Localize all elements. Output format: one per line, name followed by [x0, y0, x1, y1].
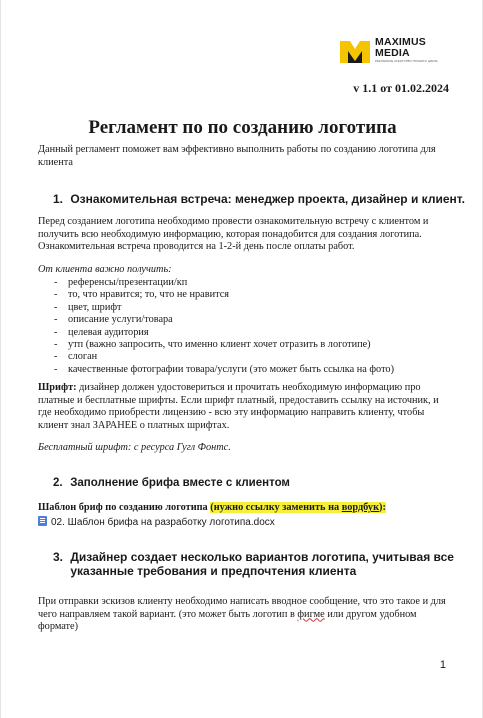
free-font-note: Бесплатный шрифт: с ресурса Гугл Фонтс.: [38, 442, 231, 453]
version-label: v 1.1 от 01.02.2024: [353, 81, 449, 95]
list-item: - целевая аудитория: [38, 327, 394, 339]
document-title: Регламент по по созданию логотипа: [88, 117, 397, 138]
section3-number: 3.: [53, 550, 64, 564]
section3-text-word: фигме: [297, 608, 325, 620]
document-file-icon: [38, 516, 47, 526]
section3-text-pre: При отправки эскизов клиенту необходимо написать вводное сообщение, что это такое и для чего направляем такой вариант. (это может быть логотип в: [38, 596, 446, 620]
logo-line1: MAXIMUS: [375, 36, 426, 48]
font-text: дизайнер должен удостовериться и прочитать необходимую информацию про платные и бесплатные шрифты. Если шрифт платный, предоставить ссылку на источник, и где необходимо приобрести лицензию - всю эту информацию направить клиенту, чтобы клиент знал ЗАРАНЕЕ о платных шрифтах.: [38, 382, 439, 431]
section2-number: 2.: [53, 477, 63, 489]
template-note-link[interactable]: вордбук: [341, 502, 380, 513]
section1-paragraph: Перед созданием логотипа необходимо провести ознакомительную встречу с клиентом и получить всю необходимую информацию, которая понадобится для создания логотипа. Ознакомительная встреча проводится на 1-2-й день после оплаты работ.: [38, 216, 429, 252]
logo-tagline: РЕКЛАМНОЕ АГЕНТСТВО ПОЛНОГО ЦИКЛА: [375, 59, 438, 63]
section3-title-line1: Дизайнер создает несколько вариантов логотипа, учитывая все: [70, 550, 454, 564]
font-label: Шрифт:: [38, 382, 77, 393]
requirements-list: [38, 277, 394, 376]
list-item: - то, что нравится; то, что не нравится: [38, 289, 394, 301]
section2-title: Заполнение брифа вместе с клиентом: [70, 477, 290, 489]
logo-line2: MEDIA: [375, 46, 410, 59]
section3-paragraph: [38, 596, 453, 634]
intro-paragraph: Данный регламент поможет вам эффективно выполнить работы по созданию логотипа для клиента: [38, 144, 436, 168]
logo-mark-icon: [340, 37, 370, 63]
section3-title-line2: указанные требования и предпочтения клиента: [70, 564, 357, 578]
list-item: - качественные фотографии товара/услуги (это может быть ссылка на фото): [38, 364, 394, 376]
list-title: От клиента важно получить:: [38, 264, 172, 275]
brief-file-attachment[interactable]: [38, 516, 275, 528]
logo-wordmark: [375, 37, 426, 58]
list-item: - цвет, шрифт: [38, 302, 394, 314]
section1-number: 1.: [53, 192, 64, 206]
list-item: - референсы/презентации/кп: [38, 277, 394, 289]
list-item: - утп (важно запросить, что именно клиент хочет отразить в логотипе): [38, 339, 394, 351]
company-logo: [340, 37, 455, 67]
list-item: - описание услуги/товара: [38, 314, 394, 326]
template-label: Шаблон бриф по созданию логотипа: [38, 502, 211, 513]
section3-heading: [53, 550, 454, 578]
template-note: [210, 502, 386, 513]
file-name[interactable]: 02. Шаблон брифа на разработку логотипа.docx: [51, 517, 275, 528]
template-note-end: ):: [379, 502, 386, 513]
section3-text-post: или другом удобном формате): [38, 608, 417, 632]
font-paragraph: [38, 382, 453, 432]
list-item: - слоган: [38, 351, 394, 363]
section2-heading: [53, 477, 290, 489]
template-line: [38, 502, 453, 515]
page-number: 1: [439, 659, 446, 671]
section1-heading: [53, 192, 465, 206]
section1-title: Ознакомительная встреча: менеджер проекта, дизайнер и клиент.: [70, 192, 465, 206]
template-note-text: (нужно ссылку заменить на: [210, 502, 342, 513]
